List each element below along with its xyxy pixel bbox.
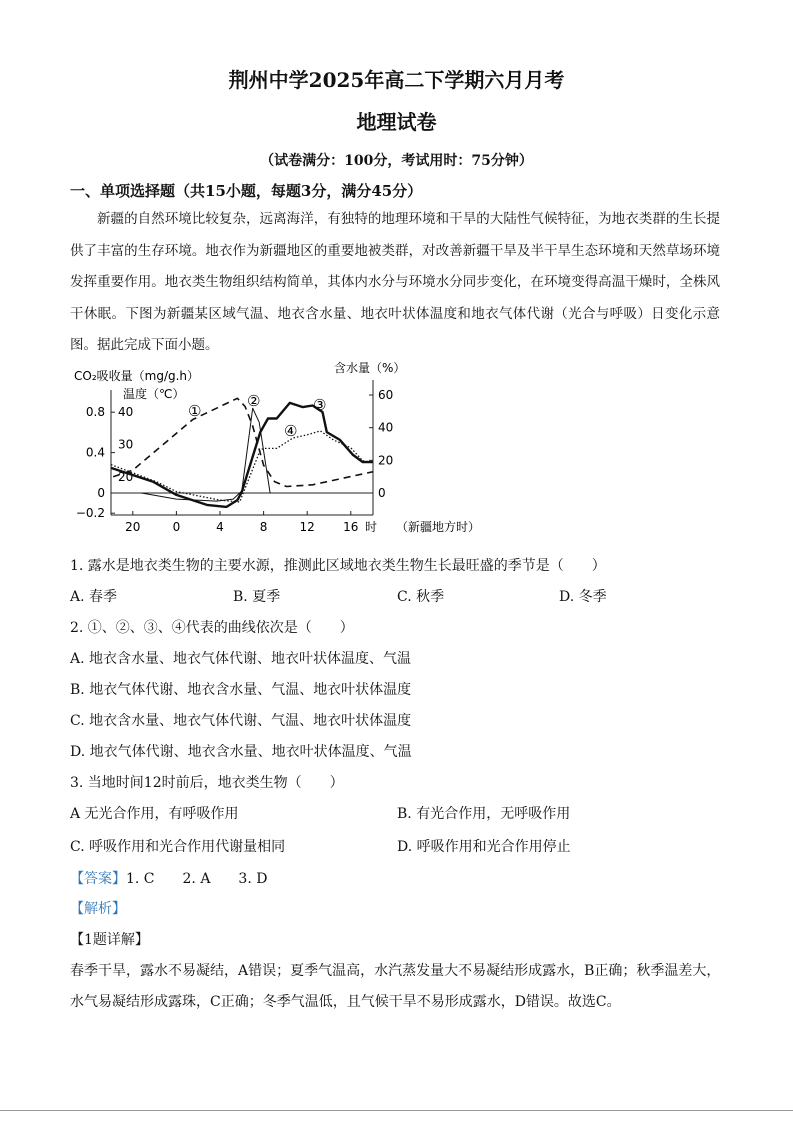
question-option: C. 呼吸作用和光合作用代谢量相同	[70, 839, 286, 855]
answer-values: 1. C 2. A 3. D	[126, 871, 268, 887]
question-option: A 无光合作用，有呼吸作用	[70, 806, 239, 822]
question-option: C. 地衣含水量、地衣气体代谢、气温、地衣叶状体温度	[70, 713, 412, 729]
x-tick-label: 12	[299, 520, 315, 534]
temp-tick-label: 20	[118, 470, 134, 484]
series-line-1	[113, 398, 372, 486]
analysis-text-line-2: 水气易凝结形成露珠，C正确；冬季气温低，且气候干旱不易形成露水，D错误。故选C。	[70, 994, 621, 1010]
question-option: A. 地衣含水量、地衣气体代谢、地衣叶状体温度、气温	[70, 651, 412, 667]
x-tick-label: 0	[172, 520, 181, 534]
x-axis-note: （新疆地方时）	[396, 520, 481, 534]
label-curve-2: ②	[247, 392, 261, 410]
question-option: C. 秋季	[397, 589, 445, 605]
label-curve-4: ④	[284, 422, 298, 440]
question-option: D. 冬季	[559, 589, 607, 605]
answer-line	[70, 868, 267, 888]
analysis-text-line-1: 春季干旱，露水不易凝结，A错误；夏季气温高，水汽蒸发量大不易凝结形成露水，B正确；秋季温差大，	[70, 963, 721, 979]
water-tick-label: 20	[378, 453, 394, 468]
answer-tag: 【答案】	[70, 871, 126, 887]
question-option: D. 呼吸作用和光合作用停止	[397, 839, 571, 855]
temp-tick-label: 30	[118, 437, 134, 452]
co2-tick-label: −0.2	[75, 506, 105, 521]
exam-subtitle: 地理试卷	[356, 110, 437, 134]
question-stem: 2. ①、②、③、④代表的曲线依次是（ ）	[70, 620, 354, 636]
analysis-subheading: 【1题详解】	[70, 932, 149, 948]
footer-divider	[0, 1110, 793, 1111]
temp-tick-label: 40	[118, 405, 134, 419]
x-tick-label: 20	[125, 520, 141, 534]
question-option: D. 地衣气体代谢、地衣含水量、地衣叶状体温度、气温	[70, 744, 412, 760]
question-stem: 3. 当地时间12时前后，地衣类生物（ ）	[70, 775, 344, 791]
water-tick-label: 0	[378, 486, 386, 500]
co2-tick-label: 0.4	[85, 445, 105, 460]
section-heading: 一、单项选择题（共15小题，每题3分，满分45分）	[70, 182, 423, 200]
x-tick-label: 8	[259, 520, 268, 534]
co2-tick-label: 0.8	[85, 405, 105, 420]
question-stem: 1. 露水是地衣类生物的主要水源，推测此区域地衣类生物生长最旺盛的季节是（ ）	[70, 558, 606, 574]
water-tick-label: 60	[378, 388, 394, 403]
label-curve-1: ①	[188, 402, 202, 420]
chart	[60, 355, 510, 540]
question-option: A. 春季	[70, 589, 118, 605]
analysis-tag: 【解析】	[70, 901, 126, 917]
exam-title: 荆州中学2025年高二下学期六月月考	[228, 68, 565, 92]
question-option: B. 地衣气体代谢、地衣含水量、气温、地衣叶状体温度	[70, 682, 412, 698]
co2-axis-label: CO₂吸收量（mg/g.h）	[74, 369, 200, 383]
co2-tick-label: 0	[97, 486, 105, 500]
question-option: B. 夏季	[233, 589, 281, 605]
water-axis-label: 含水量（%）	[334, 361, 406, 375]
intro-paragraph: 新疆的自然环境比较复杂，远离海洋，有独特的地理环境和干旱的大陆性气候特征，为地衣类群的生长提供了丰富的生存环境。地衣作为新疆地区的重要地被类群，对改善新疆干旱及半干旱生态环境和天然草场环境发挥重要作用。地衣类生物组织结构简单，其体内水分与环境水分同步变化，在环境变得高温干燥时，全株风干休眠。下图为新疆某区域气温、地衣含水量、地衣叶状体温度和地衣气体代谢（光合与呼吸）日变化示意图。据此完成下面小题。	[70, 211, 720, 353]
x-tick-label: 4	[216, 520, 224, 534]
water-tick-label: 40	[378, 420, 394, 435]
x-axis-label: 时	[365, 520, 378, 534]
label-curve-3: ③	[313, 396, 327, 414]
temp-axis-label: 温度（℃）	[123, 387, 185, 401]
question-option: B. 有光合作用，无呼吸作用	[397, 806, 571, 822]
series-line-3	[111, 403, 373, 507]
exam-info: （试卷满分：100分，考试用时：75分钟）	[260, 153, 533, 169]
x-tick-label: 16	[343, 520, 359, 534]
